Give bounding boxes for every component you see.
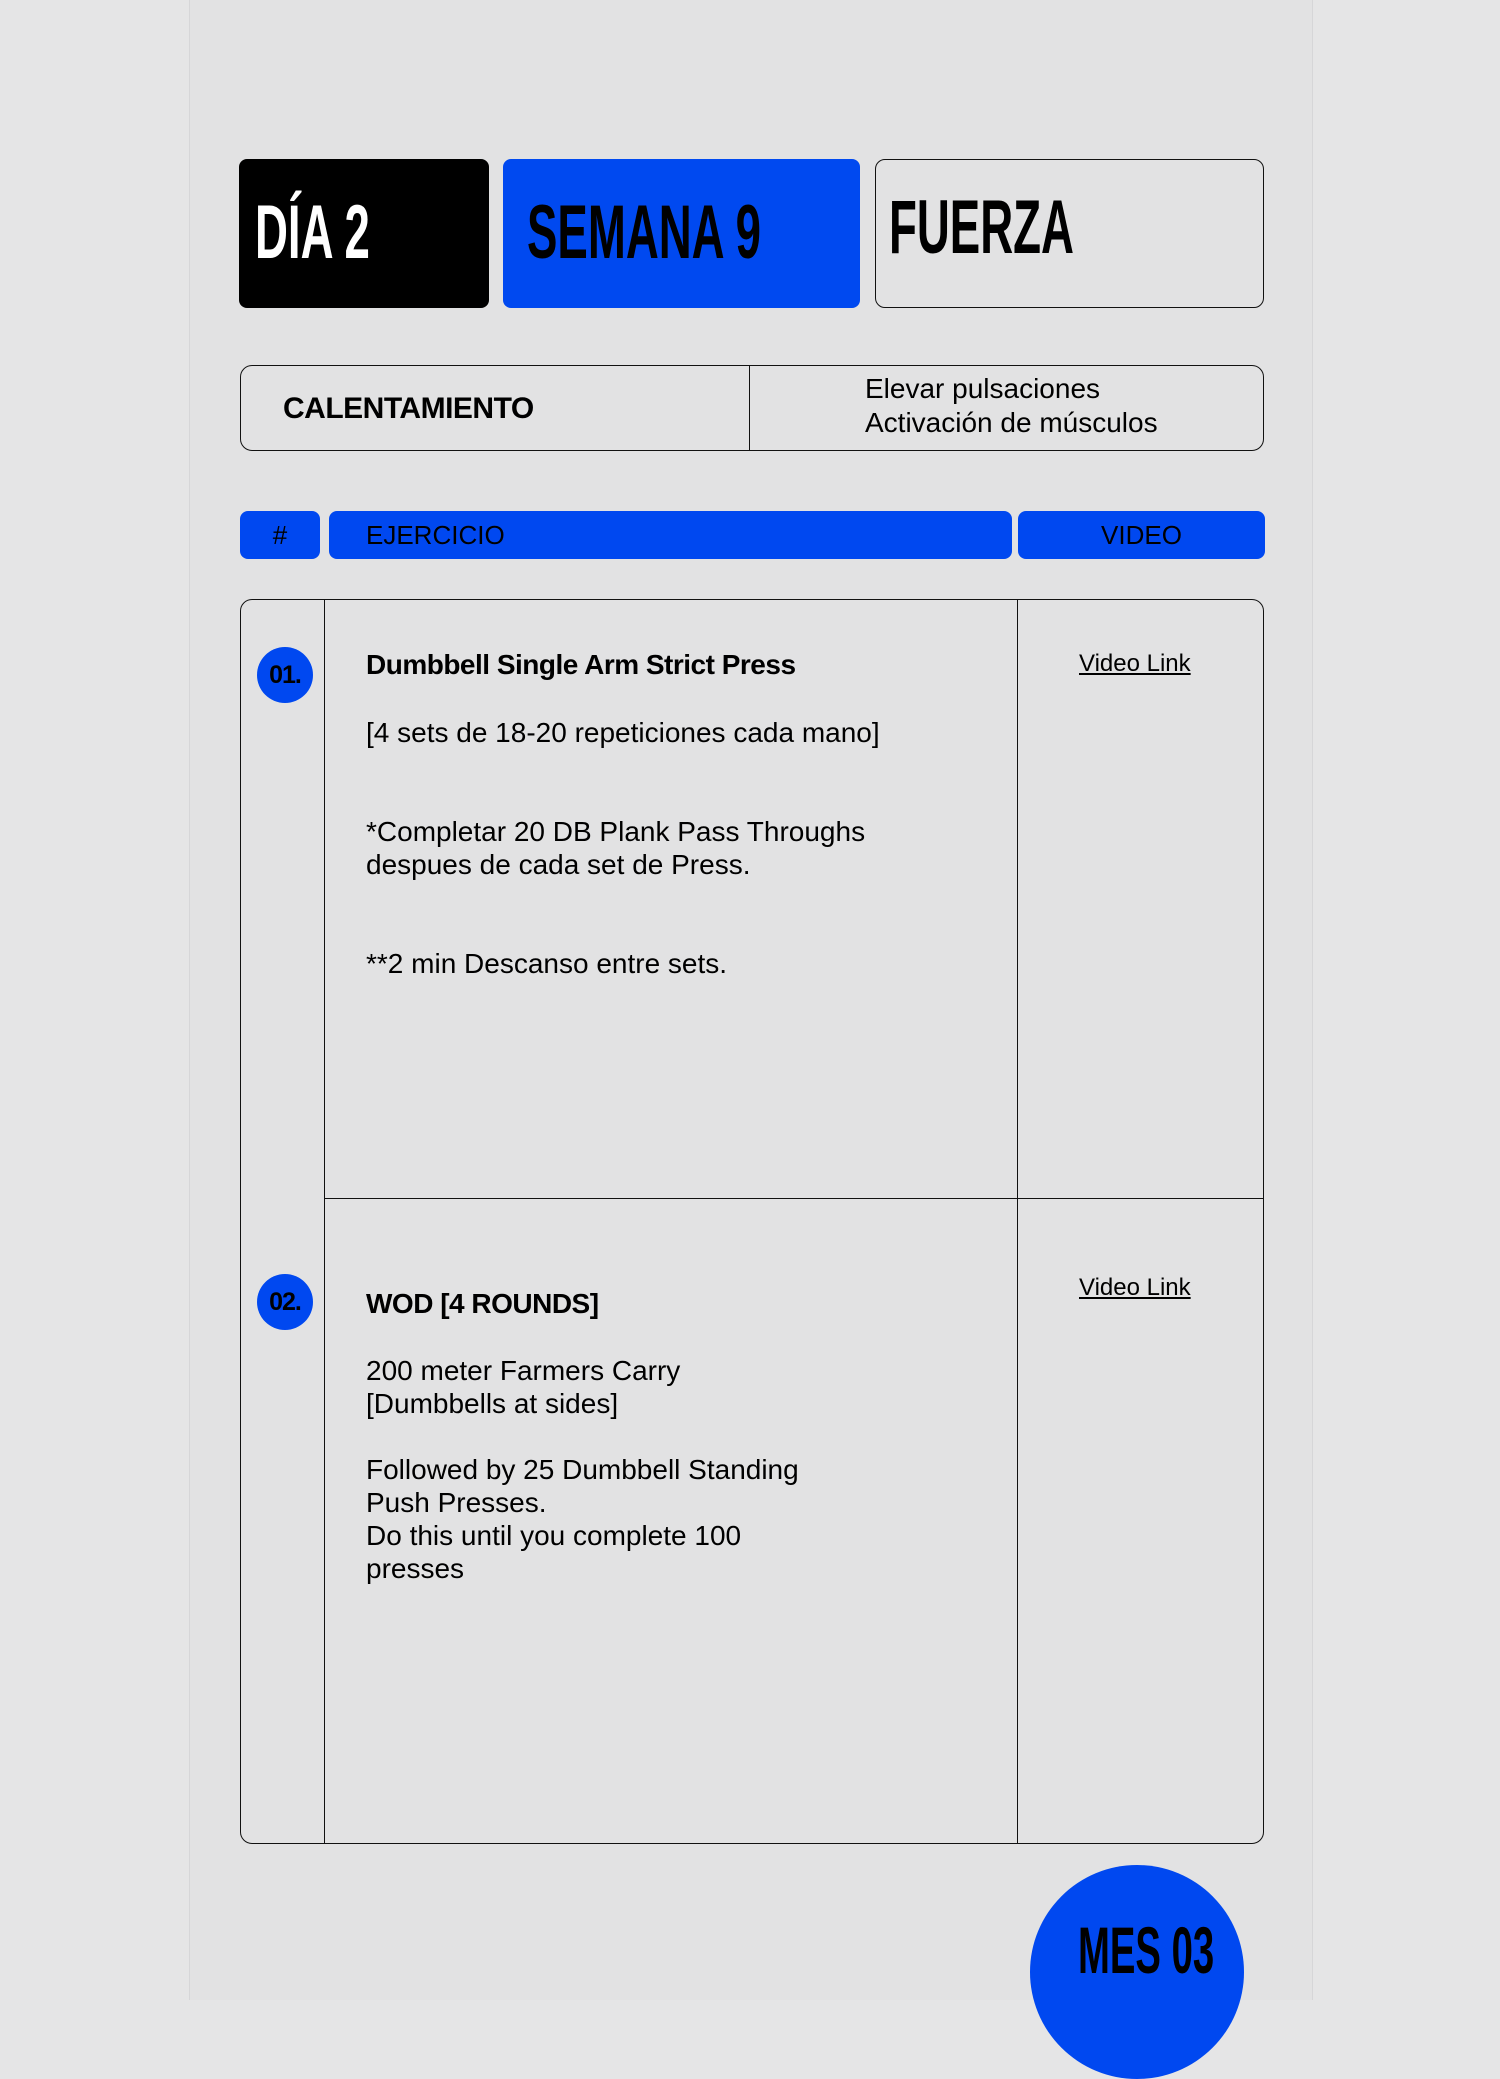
warmup-row	[240, 365, 1264, 451]
exercise-number-badge: 01.	[257, 647, 313, 703]
focus-block	[875, 159, 1264, 308]
row-divider	[324, 1198, 1263, 1199]
exercise-description: 200 meter Farmers Carry [Dumbbells at sides] Followed by 25 Dumbbell Standing Push Presses. Do this until you complete 100 presses	[366, 1355, 799, 1584]
exercise-number-badge: 02.	[257, 1274, 313, 1330]
exercise-description: [4 sets de 18-20 repeticiones cada mano] *Completar 20 DB Plank Pass Throughs despues de cada set de Press. **2 min Descanso entre sets.	[366, 717, 880, 979]
video-link[interactable]: Video Link	[1079, 1274, 1191, 1301]
exercise-title: WOD [4 ROUNDS]	[366, 1288, 599, 1319]
column-header-number: #	[240, 511, 320, 559]
exercise-title: Dumbbell Single Arm Strict Press	[366, 649, 796, 680]
warmup-title: CALENTAMIENTO	[283, 392, 534, 425]
focus-label: FUERZA	[889, 185, 1074, 270]
week-block	[503, 159, 860, 308]
column-divider	[324, 600, 325, 1843]
month-badge	[1030, 1865, 1244, 2079]
day-label: DÍA 2	[255, 190, 370, 275]
column-divider	[1017, 600, 1018, 1843]
warmup-description	[865, 372, 1158, 440]
month-badge-label: MES 03	[1078, 1913, 1215, 1987]
column-header-video: VIDEO	[1018, 511, 1265, 559]
week-label: SEMANA 9	[527, 190, 761, 275]
day-block	[239, 159, 489, 308]
video-link[interactable]: Video Link	[1079, 650, 1191, 677]
warmup-divider	[749, 366, 750, 450]
warmup-line-2: Activación de músculos	[865, 407, 1158, 438]
column-header-exercise: EJERCICIO	[329, 511, 1012, 559]
exercise-table	[240, 599, 1264, 1844]
warmup-line-1: Elevar pulsaciones	[865, 373, 1101, 404]
